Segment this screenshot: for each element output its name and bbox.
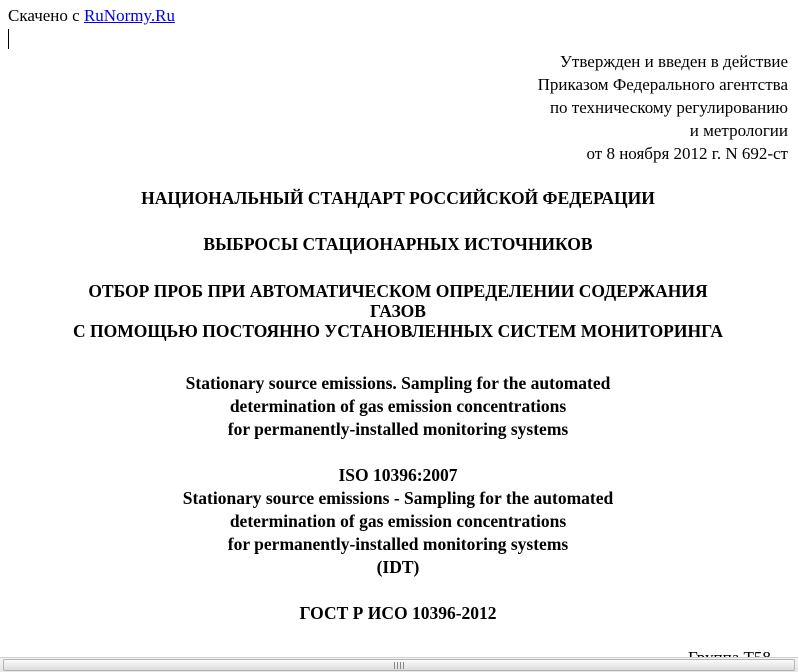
gost-number: ГОСТ Р ИСО 10396-2012 — [299, 603, 497, 623]
horizontal-scrollbar[interactable] — [0, 657, 798, 672]
gost-number-heading — [0, 602, 796, 625]
standard-type: НАЦИОНАЛЬНЫЙ СТАНДАРТ РОССИЙСКОЙ ФЕДЕРАЦИИ — [141, 188, 655, 208]
iso-line: Stationary source emissions - Sampling for the automated — [182, 488, 614, 508]
title-en — [0, 372, 796, 441]
iso-line: (IDT) — [376, 557, 420, 577]
title-ru-2-line: С ПОМОЩЬЮ ПОСТОЯННО УСТАНОВЛЕННЫХ СИСТЕМ МОНИТОРИНГА — [73, 321, 723, 341]
downloaded-prefix: Скачено с — [8, 6, 80, 25]
title-ru-2-line: ГАЗОВ — [370, 301, 426, 321]
standard-type-heading — [0, 187, 796, 210]
text-cursor — [8, 29, 9, 49]
iso-line: determination of gas emission concentrations — [229, 511, 567, 531]
approval-line: и метрологии — [689, 121, 788, 140]
approval-line: от 8 ноября 2012 г. N 692-ст — [586, 144, 788, 163]
scrollbar-thumb[interactable] — [3, 659, 795, 671]
title-en-line: for permanently-installed monitoring systems — [227, 419, 569, 439]
iso-line: for permanently-installed monitoring systems — [227, 534, 569, 554]
title-ru-2 — [0, 280, 796, 343]
title-ru-2-line: ОТБОР ПРОБ ПРИ АВТОМАТИЧЕСКОМ ОПРЕДЕЛЕНИИ СОДЕРЖАНИЯ — [88, 281, 708, 301]
title-en-line: determination of gas emission concentrations — [229, 396, 567, 416]
iso-line: ISO 10396:2007 — [338, 465, 458, 485]
approval-line: Утвержден и введен в действие — [559, 52, 788, 71]
approval-line: Приказом Федерального агентства — [537, 75, 788, 94]
approval-block — [538, 50, 788, 165]
approval-line: по техническому регулированию — [549, 98, 788, 117]
title-ru-1 — [0, 233, 796, 256]
title-en-line: Stationary source emissions. Sampling for the automated — [185, 373, 611, 393]
title-ru-1-text: ВЫБРОСЫ СТАЦИОНАРНЫХ ИСТОЧНИКОВ — [203, 234, 593, 254]
iso-block — [0, 464, 796, 579]
grip-icon — [394, 662, 404, 669]
runormy-link[interactable]: RuNormy.Ru — [83, 6, 175, 25]
source-line — [8, 6, 175, 26]
